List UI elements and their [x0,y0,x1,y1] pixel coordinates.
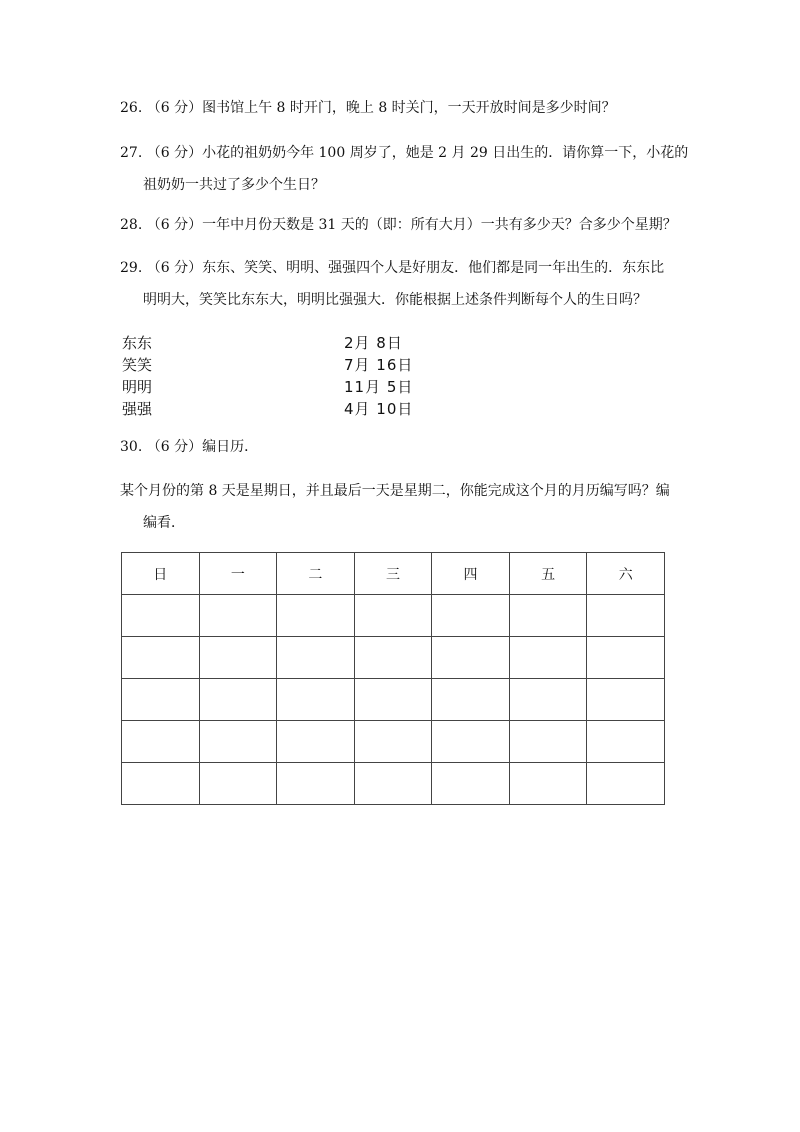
calendar-week-row [122,679,665,721]
calendar-header-wed: 三 [354,553,432,595]
calendar-header-fri: 五 [509,553,587,595]
calendar-cell[interactable] [509,679,587,721]
calendar-header-sun: 日 [122,553,200,595]
calendar-cell[interactable] [587,721,665,763]
calendar-cell[interactable] [587,679,665,721]
birthday-date: 7月 16日 [344,356,414,374]
calendar-header-tue: 二 [277,553,355,595]
calendar-cell[interactable] [509,763,587,805]
calendar-cell[interactable] [199,763,277,805]
question-30: 30. （6 分）编日历． [120,439,259,455]
birthday-row [122,398,422,420]
calendar-cell[interactable] [587,637,665,679]
birthday-name: 东东 [122,334,153,352]
calendar-header-mon: 一 [199,553,277,595]
calendar-cell[interactable] [587,595,665,637]
calendar-cell[interactable] [122,679,200,721]
question-27-continuation: 祖奶奶一共过了多少个生日？ [143,177,325,193]
calendar-cell[interactable] [432,595,510,637]
calendar-cell[interactable] [122,763,200,805]
calendar-cell[interactable] [277,595,355,637]
calendar-cell[interactable] [199,679,277,721]
question-30-prompt-continuation: 编看． [143,515,185,531]
calendar-cell[interactable] [432,721,510,763]
birthday-date: 2月 8日 [344,334,403,352]
birthday-row [122,332,422,354]
calendar-cell[interactable] [509,637,587,679]
calendar-cell[interactable] [122,637,200,679]
calendar-table [121,552,665,805]
calendar-header-row [122,553,665,595]
question-26: 26. （6 分）图书馆上午 8 时开门，晚上 8 时关门，一天开放时间是多少时间？ [120,100,616,116]
birthday-date: 11月 5日 [344,378,414,396]
calendar-cell[interactable] [587,763,665,805]
calendar-cell[interactable] [432,637,510,679]
calendar-week-row [122,721,665,763]
birthday-name: 明明 [122,378,153,396]
birthday-name: 笑笑 [122,356,153,374]
question-27: 27. （6 分）小花的祖奶奶今年 100 周岁了，她是 2 月 29 日出生的．请你算一下，小花的 [120,145,689,161]
calendar-week-row [122,763,665,805]
calendar-cell[interactable] [432,763,510,805]
calendar-week-row [122,595,665,637]
calendar-cell[interactable] [354,595,432,637]
calendar-cell[interactable] [122,595,200,637]
calendar-cell[interactable] [509,721,587,763]
calendar-header-thu: 四 [432,553,510,595]
birthday-row [122,376,422,398]
question-30-prompt: 某个月份的第 8 天是星期日，并且最后一天是星期二，你能完成这个月的月历编写吗？编 [120,483,670,499]
calendar-cell[interactable] [277,763,355,805]
calendar-cell[interactable] [199,721,277,763]
calendar-cell[interactable] [122,721,200,763]
calendar-cell[interactable] [354,637,432,679]
birthday-list [122,332,422,420]
calendar-cell[interactable] [277,637,355,679]
calendar-week-row [122,637,665,679]
calendar-cell[interactable] [432,679,510,721]
calendar-cell[interactable] [354,721,432,763]
birthday-name: 强强 [122,400,153,418]
question-28: 28. （6 分）一年中月份天数是 31 天的（即：所有大月）一共有多少天？合多少个星期？ [120,217,677,233]
birthday-row [122,354,422,376]
calendar-cell[interactable] [354,679,432,721]
birthday-date: 4月 10日 [344,400,414,418]
calendar-cell[interactable] [277,721,355,763]
calendar-cell[interactable] [199,637,277,679]
calendar-cell[interactable] [509,595,587,637]
question-29: 29. （6 分）东东、笑笑、明明、强强四个人是好朋友．他们都是同一年出生的．东东比 [120,260,665,276]
calendar-cell[interactable] [199,595,277,637]
calendar-header-sat: 六 [587,553,665,595]
calendar-cell[interactable] [277,679,355,721]
calendar-cell[interactable] [354,763,432,805]
question-29-continuation: 明明大，笑笑比东东大，明明比强强大．你能根据上述条件判断每个人的生日吗？ [143,292,647,308]
